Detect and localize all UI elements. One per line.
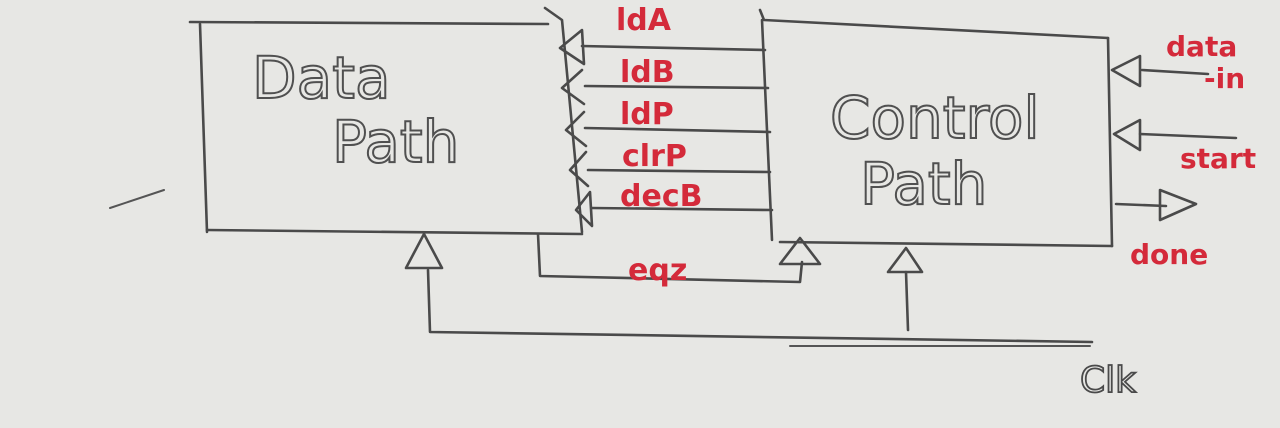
input-label-in: -in (1204, 62, 1246, 95)
signal-label-3: clrP (622, 139, 687, 174)
output-label-done: done (1130, 238, 1209, 271)
input-label-data: data (1166, 30, 1238, 63)
signal-label-0: ldA (616, 3, 671, 38)
datapath-label-line2: Path (332, 108, 460, 176)
signal-label-4: decB (620, 179, 703, 214)
status-label-eqz: eqz (628, 253, 688, 288)
clock-label: Clk (1080, 360, 1136, 401)
signal-label-2: ldP (620, 97, 674, 132)
input-label-start: start (1180, 142, 1257, 175)
controlpath-label-line1: Control (830, 84, 1040, 152)
datapath-label-line1: Data (252, 44, 391, 112)
signal-label-1: ldB (620, 55, 675, 90)
controlpath-label-line2: Path (860, 150, 988, 218)
